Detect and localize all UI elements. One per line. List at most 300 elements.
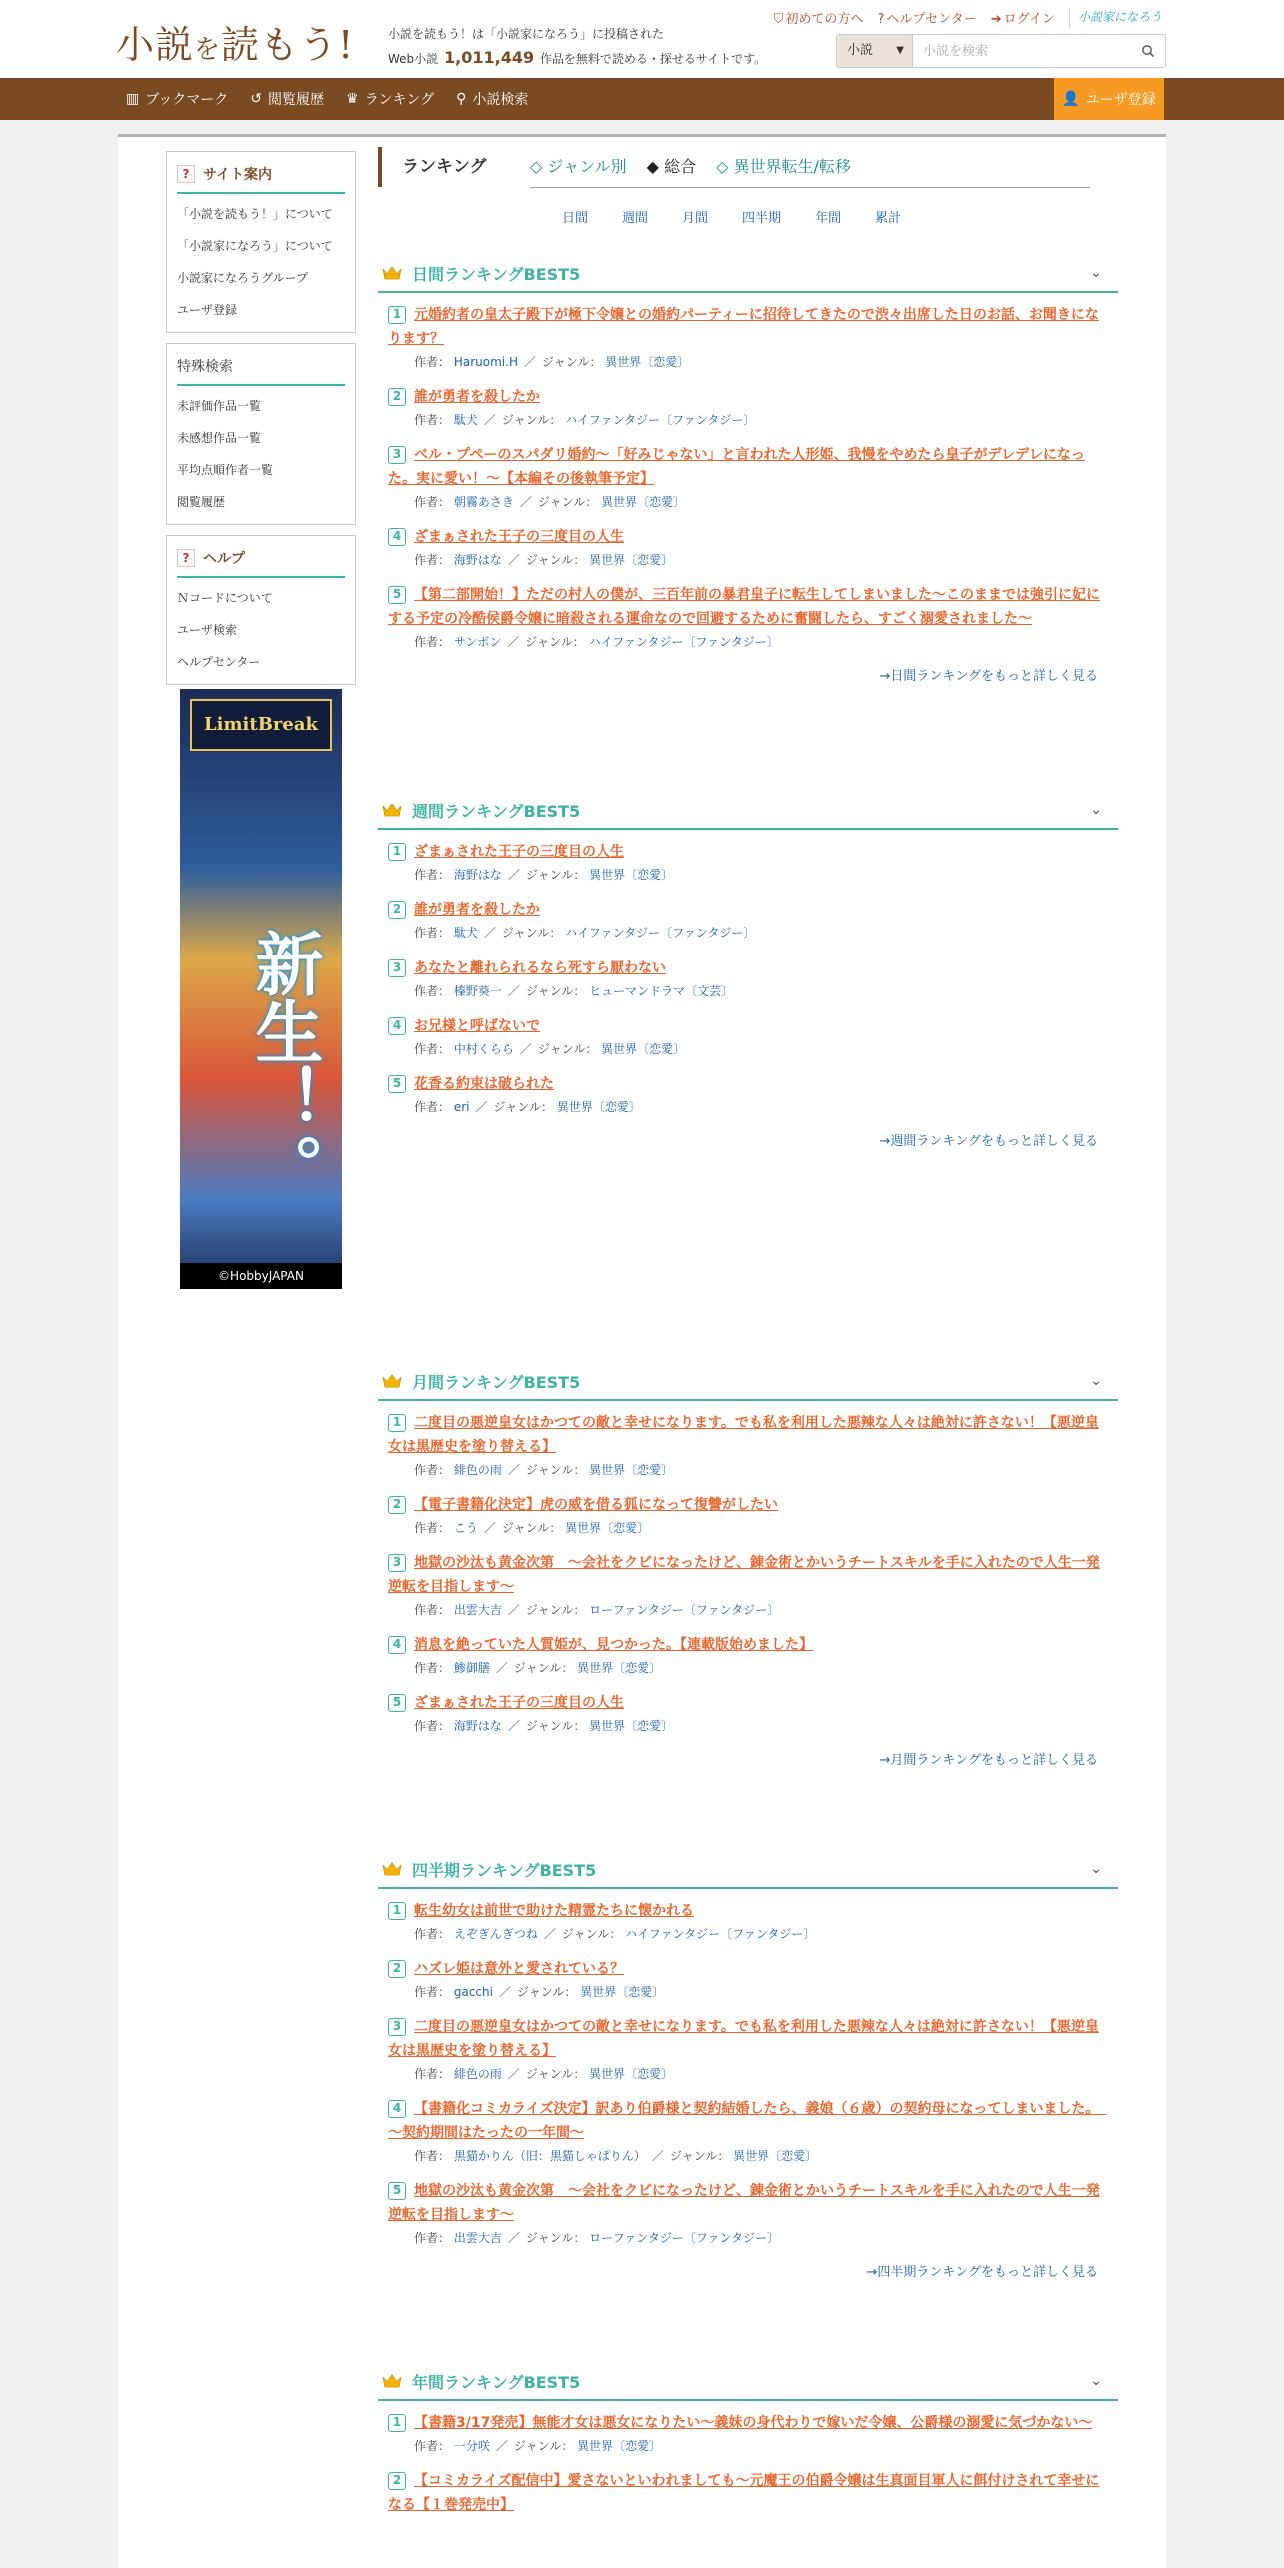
main-nav <box>0 78 1284 120</box>
author-label: 作者： <box>414 1985 451 1999</box>
list-item <box>388 1493 1108 1539</box>
novel-meta <box>414 2227 1108 2249</box>
rank-list <box>378 1401 1118 1737</box>
sidebar-item-help-center[interactable]: ヘルプセンター <box>177 655 261 669</box>
author-label: 作者： <box>414 1042 451 1056</box>
site-logo[interactable] <box>116 14 354 69</box>
author-link[interactable]: 鯵御膳 <box>453 1661 490 1675</box>
shield-icon: ⛉ <box>773 12 784 27</box>
novel-meta <box>414 631 1108 653</box>
author-label: 作者： <box>414 1719 451 1733</box>
author-link[interactable]: こう <box>453 1521 478 1535</box>
logo-text-main: 小説 <box>116 23 195 67</box>
period-yearly[interactable]: 年間 <box>815 211 842 226</box>
genre-label: ジャンル： <box>525 553 586 567</box>
novel-meta <box>414 980 1108 1002</box>
search-icon <box>1141 44 1155 58</box>
tagline-suffix: 作品を無料で読める・探せるサイトです。 <box>539 52 767 66</box>
chevron-down-icon: ▼ <box>896 45 904 56</box>
ranking-section <box>378 1363 1118 1768</box>
banner-copyright: ©HobbyJAPAN <box>180 1263 342 1289</box>
novel-title-link[interactable]: 転生幼女は前世で助けた精霊たちに懐かれる <box>414 1903 694 1919</box>
novel-title-link[interactable]: ハズレ姫は意外と愛されている？ <box>414 1961 624 1977</box>
author-label: 作者： <box>414 413 451 427</box>
separator: ／ <box>507 1719 520 1733</box>
user-icon: 👤 <box>1062 91 1080 107</box>
novel-title-link[interactable]: 二度目の悪逆皇女はかつての敵と幸せになります。でも私を利用した悪辣な人々は絶対に許さない！【悪逆皇女は黒歴史を塗り替える】 <box>388 2019 1099 2059</box>
register-button[interactable] <box>1054 78 1164 120</box>
narou-label: 小説家になろう <box>1077 10 1162 24</box>
tab-overall[interactable]: ◆ 総合 <box>646 157 697 176</box>
site-header <box>0 0 1284 78</box>
list-item <box>388 2015 1108 2085</box>
first-time-label: 初めての方へ <box>785 12 864 27</box>
author-link[interactable]: 朝霧あさき <box>453 495 514 509</box>
section-header[interactable] <box>378 2363 1118 2401</box>
novel-title-link[interactable]: 地獄の沙汰も黄金次第 ～会社をクビになったけど、錬金術とかいうチートスキルを手に入れたので人生一発逆転を目指します～ <box>388 1555 1100 1595</box>
crown-icon <box>382 1373 402 1389</box>
separator: ／ <box>519 495 532 509</box>
login-link[interactable] <box>991 8 1055 27</box>
sidebar-item-unrated[interactable]: 未評価作品一覧 <box>177 399 262 413</box>
period-cumulative[interactable]: 累計 <box>875 211 902 226</box>
author-link[interactable]: 緋色の雨 <box>453 1463 502 1477</box>
genre-link[interactable]: 異世界〔恋愛〕 <box>589 1719 674 1733</box>
tabs-underline <box>530 187 1090 188</box>
chevron-down-icon[interactable]: ⌄ <box>1090 1373 1102 1389</box>
author-link[interactable]: 黒猫かりん（旧：黒猫しゃぱりん） <box>453 2149 646 2163</box>
period-quarterly[interactable]: 四半期 <box>742 211 782 226</box>
chevron-down-icon[interactable]: ⌄ <box>1090 802 1102 818</box>
genre-label: ジャンル： <box>541 355 602 369</box>
genre-label: ジャンル： <box>501 413 562 427</box>
author-link[interactable]: 駄犬 <box>453 926 478 940</box>
genre-label: ジャンル： <box>669 2149 730 2163</box>
genre-label: ジャンル： <box>525 635 585 649</box>
period-links <box>562 207 901 226</box>
sidebar-item-about-yomou[interactable]: 「小説を読もう！」について <box>177 207 333 221</box>
novel-title-link[interactable]: 【コミカライズ配信中】愛さないといわれましても～元魔王の伯爵令嬢は生真面目軍人に餌付けされて幸せになる【１巻発売中】 <box>388 2473 1100 2513</box>
author-link[interactable]: 中村くらら <box>453 1042 514 1056</box>
author-link[interactable]: 出雲大吉 <box>453 1603 502 1617</box>
genre-link[interactable]: 異世界〔恋愛〕 <box>589 1463 674 1477</box>
novel-title-link[interactable]: 消息を絶っていた人質姫が、見つかった。【連載版始めました】 <box>414 1637 813 1653</box>
separator: ／ <box>651 2149 664 2163</box>
novel-meta <box>414 1038 1108 1060</box>
genre-link[interactable]: ハイファンタジー〔ファンタジー〕 <box>625 1927 816 1941</box>
register-label: ユーザ登録 <box>1085 92 1156 108</box>
work-count: 1,011,449 <box>444 48 535 67</box>
novel-title-link[interactable]: 元婚約者の皇太子殿下が極下令嬢との婚約パーティーに招待してきたので渋々出席した日のお話、お聞きになります？ <box>388 307 1099 347</box>
rank-number-badge: 5 <box>388 586 406 604</box>
author-link[interactable]: えぞぎんぎつね <box>453 1927 538 1941</box>
separator: ／ <box>507 2231 520 2245</box>
rank-list <box>378 1889 1118 2249</box>
login-label: ログイン <box>1003 12 1055 27</box>
separator: ／ <box>507 2067 520 2081</box>
site-guide-title: サイト案内 <box>203 167 273 183</box>
list-item <box>388 443 1108 513</box>
author-label: 作者： <box>414 1521 451 1535</box>
separator: ／ <box>495 1661 508 1675</box>
author-link[interactable]: 緋色の雨 <box>453 2067 502 2081</box>
genre-link[interactable]: ローファンタジー〔ファンタジー〕 <box>589 2231 780 2245</box>
nav-bookmark[interactable] <box>126 89 228 109</box>
novel-meta <box>414 2145 1108 2167</box>
tagline-line2 <box>388 46 766 71</box>
novel-meta <box>414 491 1108 513</box>
genre-link[interactable]: 異世界〔恋愛〕 <box>605 355 690 369</box>
novel-title-link[interactable]: 誰が勇者を殺したか <box>414 902 540 918</box>
author-link[interactable]: 一分咲 <box>453 2439 490 2453</box>
list-item <box>388 1633 1108 1679</box>
page-title: ランキング <box>378 147 487 187</box>
author-link[interactable]: サンボン <box>453 635 502 649</box>
rank-number-badge: 4 <box>388 1636 406 1654</box>
site-guide-header <box>177 160 345 194</box>
section-title: 四半期ランキングBEST5 <box>412 1860 597 1880</box>
novel-title-link[interactable]: ざまぁされた王子の三度目の人生 <box>414 529 624 545</box>
search-input[interactable] <box>913 35 1131 67</box>
genre-label: ジャンル： <box>516 1985 577 1999</box>
novel-meta <box>414 1981 1108 2003</box>
author-label: 作者： <box>414 868 451 882</box>
sidebar-item-about-narou[interactable]: 「小説家になろう」について <box>177 239 333 253</box>
rank-number-badge: 1 <box>388 306 406 324</box>
special-search-title: 特殊検索 <box>177 359 233 375</box>
crown-icon <box>382 1861 402 1877</box>
author-link[interactable]: 海野はな <box>453 1719 502 1733</box>
more-link[interactable]: →四半期ランキングをもっと詳しく見る <box>866 2265 1098 2280</box>
author-label: 作者： <box>414 2439 451 2453</box>
nav-history[interactable] <box>250 89 324 109</box>
novel-meta <box>414 1517 1108 1539</box>
help-box <box>166 535 356 685</box>
crown-icon: ♛ <box>346 91 359 107</box>
genre-label: ジャンル： <box>525 1463 586 1477</box>
genre-label: ジャンル： <box>561 1927 622 1941</box>
rank-number-badge: 1 <box>388 843 406 861</box>
author-link[interactable]: eri <box>453 1100 470 1114</box>
list-item <box>388 385 1108 431</box>
genre-link[interactable]: 異世界〔恋愛〕 <box>733 2149 818 2163</box>
author-link[interactable]: 榛野葵一 <box>453 984 502 998</box>
author-label: 作者： <box>414 1100 451 1114</box>
author-link[interactable]: 海野はな <box>453 553 502 567</box>
question-icon: ? <box>177 549 195 567</box>
author-label: 作者： <box>414 635 451 649</box>
list-item <box>388 1957 1108 2003</box>
tagline-line1: 小説を読もう！は「小説家になろう」に投稿された <box>388 27 665 41</box>
author-link[interactable]: 出雲大吉 <box>453 2231 502 2245</box>
genre-label: ジャンル： <box>501 1521 562 1535</box>
rank-number-badge: 2 <box>388 2472 406 2490</box>
more-link[interactable]: →月間ランキングをもっと詳しく見る <box>879 1753 1098 1768</box>
author-link[interactable]: gacchi <box>453 1985 493 1999</box>
nav-ranking[interactable] <box>346 89 434 109</box>
rank-list <box>378 2401 1118 2517</box>
author-label: 作者： <box>414 1463 451 1477</box>
rank-number-badge: 4 <box>388 528 406 546</box>
genre-label: ジャンル： <box>525 1603 586 1617</box>
period-monthly[interactable]: 月間 <box>682 211 709 226</box>
list-item <box>388 898 1108 944</box>
novel-title-link[interactable]: 誰が勇者を殺したか <box>414 389 540 405</box>
separator: ／ <box>507 984 520 998</box>
list-item <box>388 1014 1108 1060</box>
sidebar-item-user-search[interactable]: ユーザ検索 <box>177 623 238 637</box>
nav-search-label: 小説検索 <box>472 92 529 108</box>
author-label: 作者： <box>414 355 451 369</box>
period-daily[interactable]: 日間 <box>562 211 589 226</box>
nav-search[interactable] <box>456 89 528 109</box>
novel-meta <box>414 1657 1108 1679</box>
section-header[interactable] <box>378 1851 1118 1889</box>
search-bar <box>836 34 1166 68</box>
content-container <box>118 134 1166 2568</box>
banner-title: LimitBreak <box>190 699 332 751</box>
rank-number-badge: 5 <box>388 1075 406 1093</box>
author-label: 作者： <box>414 2067 451 2081</box>
list-item <box>388 2179 1108 2249</box>
author-label: 作者： <box>414 553 451 567</box>
author-label: 作者： <box>414 926 451 940</box>
genre-label: ジャンル： <box>525 1719 586 1733</box>
rank-number-badge: 2 <box>388 1496 406 1514</box>
separator: ／ <box>519 1042 532 1056</box>
rank-number-badge: 3 <box>388 959 406 977</box>
rank-number-badge: 4 <box>388 1017 406 1035</box>
author-label: 作者： <box>414 1661 451 1675</box>
genre-label: ジャンル： <box>501 926 562 940</box>
search-button[interactable] <box>1131 35 1165 67</box>
nav-ranking-label: ランキング <box>364 92 435 108</box>
crown-icon <box>382 2373 402 2389</box>
genre-link[interactable]: 異世界〔恋愛〕 <box>580 1985 665 1999</box>
genre-link[interactable]: ハイファンタジー〔ファンタジー〕 <box>588 635 779 649</box>
novel-meta <box>414 2063 1108 2085</box>
novel-title-link[interactable]: 花香る約束は破られた <box>414 1076 554 1092</box>
section-header[interactable] <box>378 255 1118 293</box>
novel-meta <box>414 864 1108 886</box>
question-icon: ? <box>177 165 195 183</box>
novel-title-link[interactable]: 【書籍化コミカライズ決定】訳あり伯爵様と契約結婚したら、義娘（６歳）の契約母になってしまいました。 ～契約期間はたったの一年間～ <box>388 2101 1107 2141</box>
genre-label: ジャンル： <box>537 495 598 509</box>
genre-link[interactable]: ローファンタジー〔ファンタジー〕 <box>589 1603 780 1617</box>
separator: ／ <box>483 1521 496 1535</box>
site-tagline <box>388 22 766 71</box>
genre-label: ジャンル： <box>525 2231 586 2245</box>
question-icon: ? <box>877 12 885 27</box>
author-label: 作者： <box>414 495 451 509</box>
genre-link[interactable]: ハイファンタジー〔ファンタジー〕 <box>565 413 756 427</box>
author-link[interactable]: 海野はな <box>453 868 502 882</box>
novel-title-link[interactable]: 地獄の沙汰も黄金次第 ～会社をクビになったけど、錬金術とかいうチートスキルを手に入れたので人生一発逆転を目指します～ <box>388 2183 1100 2223</box>
special-search-box <box>166 343 356 525</box>
sidebar-item-ncode[interactable]: Ｎコードについて <box>177 591 273 605</box>
genre-label: ジャンル： <box>525 2067 586 2081</box>
rank-number-badge: 1 <box>388 2414 406 2432</box>
separator: ／ <box>507 868 520 882</box>
search-category-value: 小説 <box>847 43 874 58</box>
help-header <box>177 544 345 578</box>
rank-number-badge: 2 <box>388 901 406 919</box>
sidebar-item-register[interactable]: ユーザ登録 <box>177 303 238 317</box>
separator: ／ <box>507 553 520 567</box>
novel-title-link[interactable]: あなたと離れられるなら死すら厭わない <box>414 960 666 976</box>
novel-title-link[interactable]: 【電子書籍化決定】虎の威を借る狐になって復讐がしたい <box>414 1497 778 1513</box>
rank-number-badge: 5 <box>388 1694 406 1712</box>
list-item <box>388 525 1108 571</box>
section-title: 週間ランキングBEST5 <box>412 801 581 821</box>
author-label: 作者： <box>414 2231 451 2245</box>
author-link[interactable]: Haruomi.H <box>453 355 518 369</box>
novel-meta <box>414 549 1108 571</box>
rank-list <box>378 293 1118 653</box>
separator: ／ <box>475 1100 488 1114</box>
login-icon: ➔ <box>990 12 1002 27</box>
ranking-section <box>378 2363 1118 2529</box>
genre-label: ジャンル： <box>513 1661 574 1675</box>
help-title: ヘルプ <box>203 551 245 567</box>
list-item <box>388 583 1108 653</box>
genre-link[interactable]: 異世界〔恋愛〕 <box>589 2067 674 2081</box>
nav-history-label: 閲覧履歴 <box>268 92 324 108</box>
more-link[interactable]: →週間ランキングをもっと詳しく見る <box>879 1134 1098 1149</box>
search-icon: ⚲ <box>456 91 467 107</box>
section-header[interactable] <box>378 792 1118 830</box>
bookmark-icon: ▥ <box>126 91 140 107</box>
more-link[interactable]: →日間ランキングをもっと詳しく見る <box>879 669 1098 684</box>
history-icon: ↺ <box>250 91 262 107</box>
list-item <box>388 2097 1108 2167</box>
separator: ／ <box>523 355 536 369</box>
novel-title-link[interactable]: 【第二部開始！】ただの村人の僕が、三百年前の暴君皇子に転生してしまいました～このままでは強引に妃にする予定の冷酷侯爵令嬢に暗殺される運命なので回避するために奮闘したら、すごく溺愛されました～ <box>388 587 1100 627</box>
ad-banner[interactable] <box>180 689 342 1289</box>
section-title: 月間ランキングBEST5 <box>412 1372 581 1392</box>
genre-label: ジャンル： <box>513 2439 574 2453</box>
list-item <box>388 1551 1108 1621</box>
chevron-down-icon[interactable]: ⌄ <box>1090 2373 1102 2389</box>
sidebar-item-narou-group[interactable]: 小説家になろうグループ <box>177 271 309 285</box>
sidebar-item-history[interactable]: 閲覧履歴 <box>177 495 226 509</box>
novel-title-link[interactable]: ざまぁされた王子の三度目の人生 <box>414 1695 624 1711</box>
sidebar <box>166 151 356 695</box>
ranking-section <box>378 255 1118 684</box>
crown-icon <box>382 265 402 281</box>
tab-isekai[interactable]: ◇ 異世界転生/転移 <box>716 157 851 176</box>
ranking-section <box>378 1851 1118 2280</box>
logo-text-small: を <box>194 35 222 65</box>
section-title: 日間ランキングBEST5 <box>412 264 581 284</box>
novel-title-link[interactable]: お兄様と呼ばないで <box>414 1018 540 1034</box>
sidebar-item-avg-score[interactable]: 平均点順作者一覧 <box>177 463 274 477</box>
genre-link[interactable]: 異世界〔恋愛〕 <box>589 868 674 882</box>
section-title: 年間ランキングBEST5 <box>412 2372 581 2392</box>
narou-link[interactable] <box>1069 8 1162 27</box>
novel-meta <box>414 409 1108 431</box>
novel-meta <box>414 1599 1108 1621</box>
genre-link[interactable]: 異世界〔恋愛〕 <box>601 495 686 509</box>
genre-label: ジャンル： <box>493 1100 553 1114</box>
author-link[interactable]: 駄犬 <box>453 413 478 427</box>
chevron-down-icon[interactable]: ⌄ <box>1090 1861 1102 1877</box>
section-header[interactable] <box>378 1363 1118 1401</box>
separator: ／ <box>483 926 496 940</box>
rank-number-badge: 1 <box>388 1902 406 1920</box>
novel-meta <box>414 1715 1108 1737</box>
genre-label: ジャンル： <box>525 984 586 998</box>
logo-text-rest: 読もう! <box>221 23 355 67</box>
rank-number-badge: 3 <box>388 2018 406 2036</box>
genre-link[interactable]: ヒューマンドラマ〔文芸〕 <box>589 984 734 998</box>
list-item <box>388 956 1108 1002</box>
rank-number-badge: 3 <box>388 446 406 464</box>
nav-bookmark-label: ブックマーク <box>145 92 229 108</box>
separator: ／ <box>507 1603 520 1617</box>
period-weekly[interactable]: 週間 <box>622 211 649 226</box>
rank-number-badge: 2 <box>388 1960 406 1978</box>
novel-title-link[interactable]: 【書籍3/17発売】無能才女は悪女になりたい～義妹の身代わりで嫁いだ令嬢、公爵様の溺愛に気づかない～ <box>414 2415 1093 2431</box>
novel-meta <box>414 1096 1108 1118</box>
novel-meta <box>414 1459 1108 1481</box>
list-item <box>388 1899 1108 1945</box>
genre-link[interactable]: 異世界〔恋愛〕 <box>577 1661 662 1675</box>
ranking-tabs <box>378 147 1098 187</box>
chevron-down-icon[interactable]: ⌄ <box>1090 265 1102 281</box>
author-label: 作者： <box>414 984 451 998</box>
search-category-select[interactable] <box>837 35 913 67</box>
list-item <box>388 303 1108 373</box>
rank-number-badge: 1 <box>388 1414 406 1432</box>
novel-title-link[interactable]: 二度目の悪逆皇女はかつての敵と幸せになります。でも私を利用した悪辣な人々は絶対に許さない！【悪逆皇女は黒歴史を塗り替える】 <box>388 1415 1099 1455</box>
genre-link[interactable]: 異世界〔恋愛〕 <box>556 1100 641 1114</box>
list-item <box>388 2469 1108 2517</box>
help-center-link[interactable] <box>877 8 976 27</box>
sidebar-item-no-review[interactable]: 未感想作品一覧 <box>177 431 262 445</box>
novel-meta <box>414 351 1108 373</box>
rank-number-badge: 4 <box>388 2100 406 2118</box>
genre-link[interactable]: 異世界〔恋愛〕 <box>577 2439 662 2453</box>
top-links <box>774 8 1162 27</box>
author-label: 作者： <box>414 2149 451 2163</box>
list-item <box>388 840 1108 886</box>
rank-number-badge: 3 <box>388 1554 406 1572</box>
list-item <box>388 1072 1108 1118</box>
list-item <box>388 1691 1108 1737</box>
ranking-section <box>378 792 1118 1149</box>
genre-link[interactable]: 異世界〔恋愛〕 <box>601 1042 686 1056</box>
list-item <box>388 2411 1108 2457</box>
separator: ／ <box>498 1985 511 1999</box>
genre-link[interactable]: ハイファンタジー〔ファンタジー〕 <box>565 926 756 940</box>
first-time-link[interactable] <box>774 8 864 27</box>
separator: ／ <box>483 413 496 427</box>
banner-big-text: 新生！。 <box>244 929 324 1201</box>
author-label: 作者： <box>414 1927 451 1941</box>
genre-link[interactable]: 異世界〔恋愛〕 <box>589 553 674 567</box>
separator: ／ <box>507 635 520 649</box>
special-search-header <box>177 352 345 386</box>
novel-title-link[interactable]: ざまぁされた王子の三度目の人生 <box>414 844 624 860</box>
separator: ／ <box>495 2439 508 2453</box>
novel-meta <box>414 922 1108 944</box>
genre-label: ジャンル： <box>525 868 586 882</box>
tab-genre[interactable]: ◇ ジャンル別 <box>530 157 627 176</box>
genre-link[interactable]: 異世界〔恋愛〕 <box>565 1521 650 1535</box>
separator: ／ <box>507 1463 520 1477</box>
novel-title-link[interactable]: ベル・プペーのスパダリ婚約～「好みじゃない」と言われた人形姫、我慢をやめたら皇子がデレデレになった。実に愛い！～【本編その後執筆予定】 <box>388 447 1085 487</box>
